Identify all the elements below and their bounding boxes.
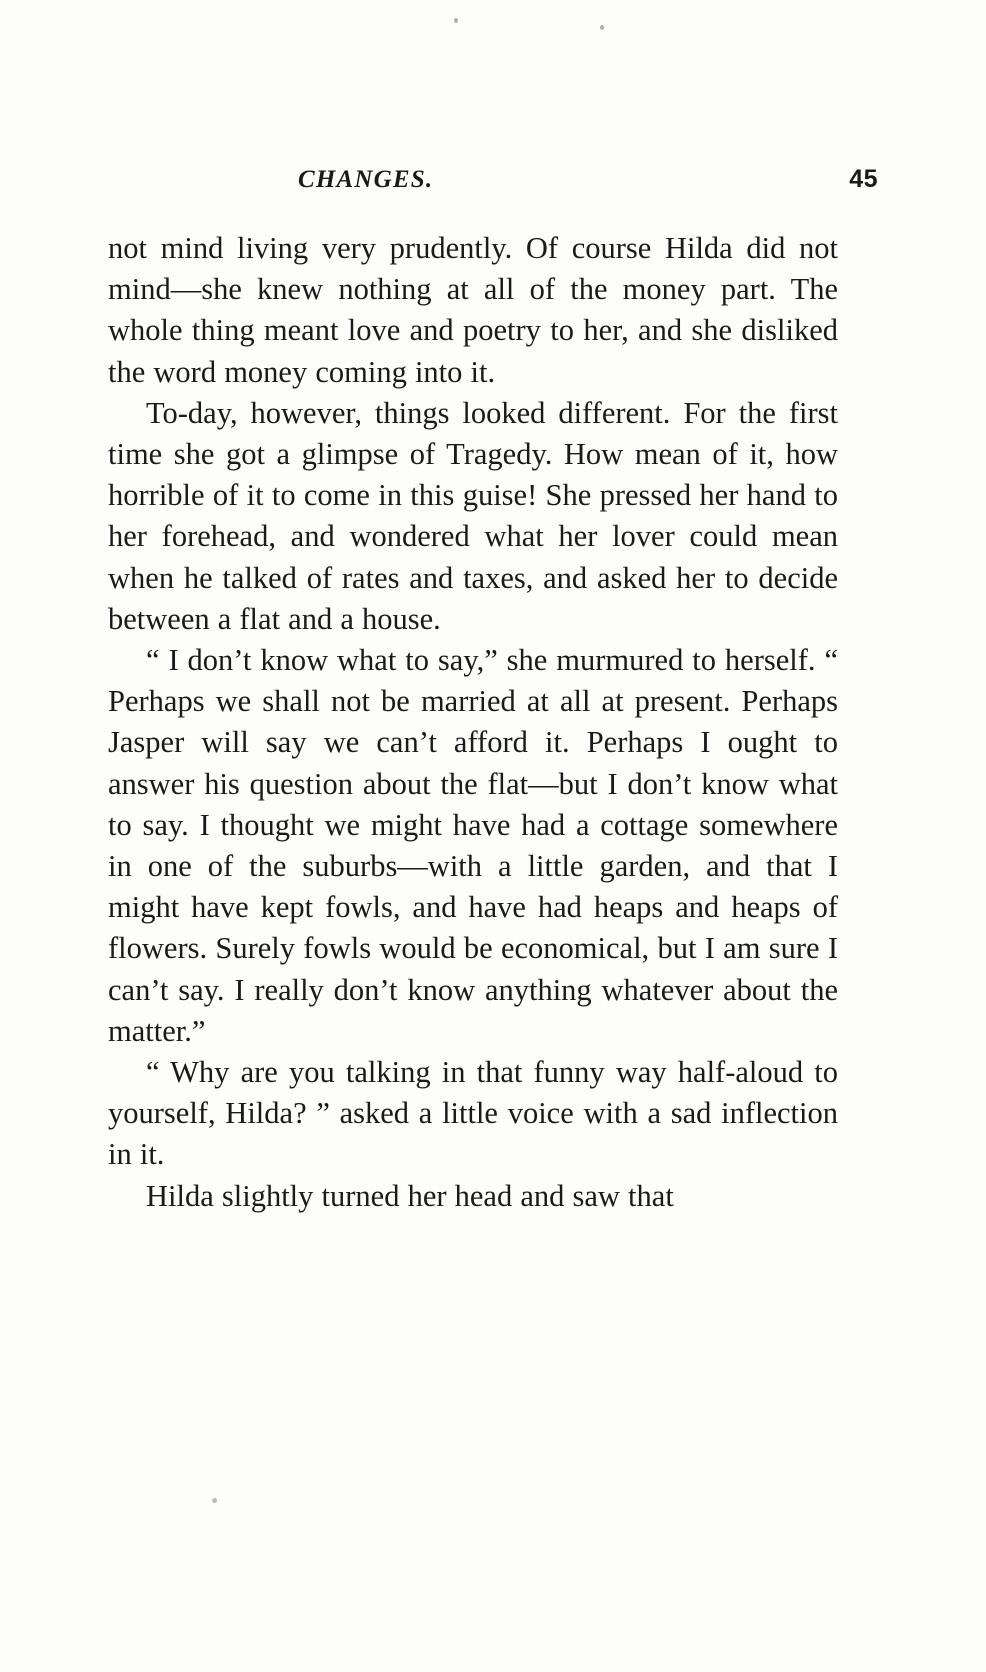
paragraph: not mind living very prudently. Of course Hilda did not mind—she knew nothing at all of the money part. The whole thing meant love and poetry to her, and she disliked the word money coming into it. (108, 231, 838, 389)
paragraph: To-day, however, things looked different. For the first time she got a glimpse of Tragedy. How mean of it, how horrible of it to come in this guise! She pressed her hand to her forehead, and wondered what her lover could mean when he talked of rates and taxes, and asked her to decide between a flat and a house. (108, 395, 838, 636)
paragraph: “ Why are you talking in that funny way half-aloud to yourself, Hilda? ” asked a little voice with a sad inflection in it. (108, 1055, 838, 1172)
page-header (108, 165, 878, 197)
paragraph: Hilda slightly turned her head and saw that (146, 1178, 674, 1213)
print-speck-icon (454, 18, 458, 23)
running-title: CHANGES. (298, 166, 434, 193)
paragraph: “ I don’t know what to say,” she murmured to herself. “ Perhaps we shall not be married at all at present. Perhaps Jasper will say we can’t afford it. Perhaps I ought to answer his question about the flat—but I don’t know what to say. I thought we might have had a cottage somewhere in one of the suburbs—with a little garden, and that I might have kept fowls, and have had heaps and heaps of flowers. Surely fowls would be economical, but I am sure I can’t say. I really don’t know anything whatever about the matter.” (108, 643, 838, 1048)
body-text (108, 228, 838, 1217)
print-speck-icon (600, 25, 604, 30)
print-speck-icon (212, 1498, 217, 1503)
page-number: 45 (849, 165, 878, 193)
